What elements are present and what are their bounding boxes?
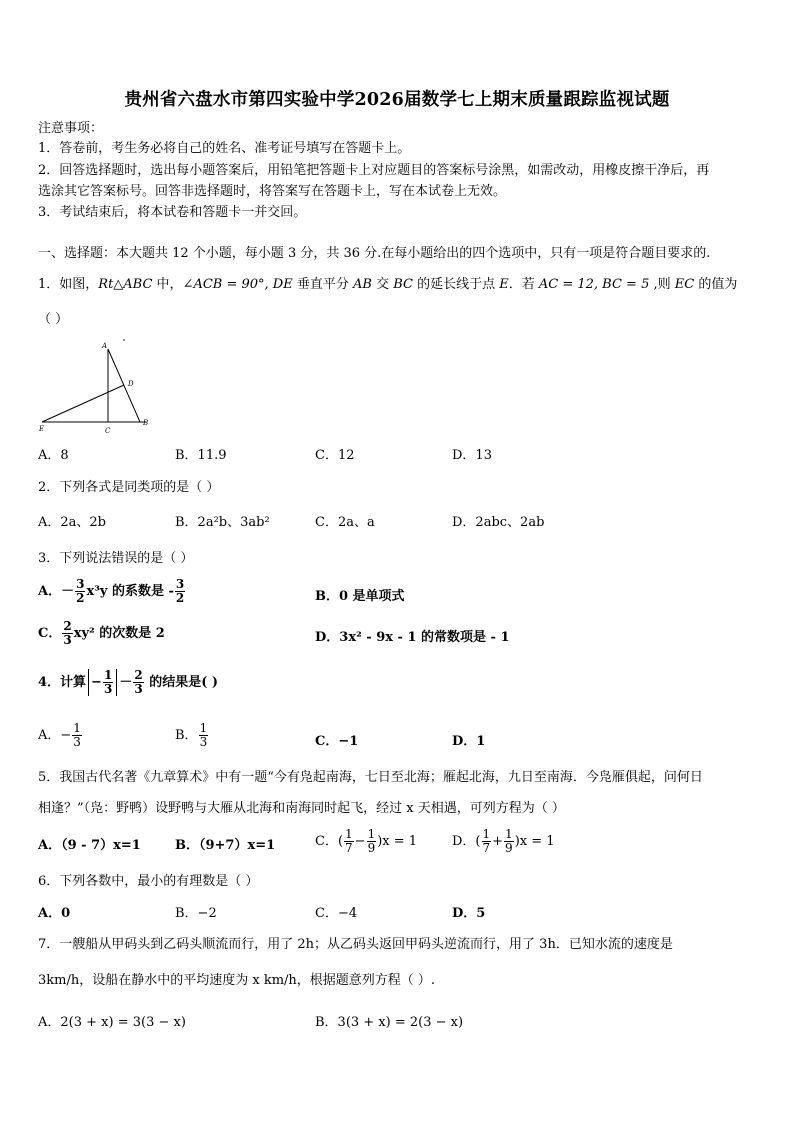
label-d: D <box>128 380 134 388</box>
q2-option-b: B．2a²b、3ab² <box>175 515 270 530</box>
section-heading: 一、选择题：本大题共 12 个小题，每小题 3 分，共 36 分.在每小题给出的四个选项中，只有一项是符合题目要求的. <box>38 246 711 261</box>
notice-heading: 注意事项： <box>38 121 104 136</box>
question-3-stem: 3．下列说法错误的是（ ） <box>38 551 194 566</box>
q5-option-a: A．（9 - 7）x=1 <box>38 838 141 853</box>
q6-option-c: C．−4 <box>315 906 358 921</box>
q3-option-a: A．－ $\frac{3}{2}$ x³y 的系数是 - $\frac{3}{2}$ <box>38 577 185 605</box>
q6-option-b: B．−2 <box>175 906 217 921</box>
q4-option-b: B． $\frac{1}{3}$ <box>175 721 208 749</box>
q7-option-a: A．2(3 + x) = 3(3 − x) <box>38 1015 186 1030</box>
notice-item-2: 2．回答选择题时，选出每小题答案后，用铅笔把答题卡上对应题目的答案标号涂黑，如需改动，用橡皮擦干净后，再 <box>38 163 710 178</box>
question-4-stem: 4．计算 − $\frac{1}{3}$ － $\frac{2}{3}$ 的结果是( ) <box>38 668 219 696</box>
q1-option-c: C．12 <box>315 448 355 463</box>
question-7-line1: 7．一艘船从甲码头到乙码头顺流而行，用了 2h；从乙码头返回甲码头逆流而行，用了 3h．已知水流的速度是 <box>38 937 673 952</box>
label-a: A <box>102 342 108 350</box>
q4-option-a: A．− $\frac{1}{3}$ <box>38 721 81 749</box>
question-5-line1: 5．我国古代名著《九章算术》中有一题“今有凫起南海，七日至北海；雁起北海，九日至南海．今凫雁俱起，问何日 <box>38 770 703 785</box>
question-7-line2: 3km/h，设船在静水中的平均速度为 x km/h，根据题意列方程（ ）. <box>38 973 436 988</box>
q5-option-c: C．( $\frac{1}{7}$ − $\frac{1}{9}$ )x = 1 <box>315 827 418 855</box>
q4-option-d: D．1 <box>452 734 486 749</box>
q1-option-d: D．13 <box>452 448 492 463</box>
question-2-stem: 2．下列各式是同类项的是（ ） <box>38 480 220 495</box>
notice-item-2-cont: 选涂其它答案标号。回答非选择题时，将答案写在答题卡上，写在本试卷上无效。 <box>38 184 507 199</box>
q6-option-a: A．0 <box>38 906 71 921</box>
q1-option-b: B．11.9 <box>175 448 227 463</box>
notice-item-3: 3．考试结束后，将本试卷和答题卡一并交回。 <box>38 205 307 220</box>
notice-item-1: 1．答卷前，考生务必将自己的姓名、准考证号填写在答题卡上。 <box>38 141 411 156</box>
label-b: B <box>143 419 149 427</box>
q3-option-c: C． $\frac{2}{3}$ xy² 的次数是 2 <box>38 619 165 647</box>
question-1-stem: 1．如图，Rt△ABC 中，∠ACB = 90°, DE 垂直平分 AB 交 BC 的延长线于点 E．若 AC = 12, BC = 5 ,则 EC 的值为 <box>38 277 738 292</box>
q5-option-b: B．（9+7）x=1 <box>175 838 276 853</box>
q2-option-a: A．2a、2b <box>38 515 107 530</box>
q4-option-c: C．−1 <box>315 734 359 749</box>
exam-title: 贵州省六盘水市第四实验中学2026届数学七上期末质量跟踪监视试题 <box>124 90 670 110</box>
q1-option-a: A．8 <box>38 448 69 463</box>
q3-option-b: B．0 是单项式 <box>315 589 405 604</box>
q2-option-d: D．2abc、2ab <box>452 515 545 530</box>
q6-option-d: D．5 <box>452 906 486 921</box>
triangle-figure <box>36 338 156 436</box>
question-6-stem: 6．下列各数中，最小的有理数是（ ） <box>38 874 259 889</box>
q2-option-c: C．2a、a <box>315 515 375 530</box>
question-5-line2: 相逢？”（凫：野鸭）设野鸭与大雁从北海和南海同时起飞，经过 x 天相遇，可列方程为（ ） <box>38 801 565 816</box>
label-c: C <box>105 427 111 435</box>
q7-option-b: B．3(3 + x) = 2(3 − x) <box>315 1015 464 1030</box>
label-e: E <box>39 425 45 433</box>
q3-option-d: D．3x² - 9x - 1 的常数项是 - 1 <box>315 630 510 645</box>
q5-option-d: D．( $\frac{1}{7}$ + $\frac{1}{9}$ )x = 1 <box>452 827 555 855</box>
question-1-paren: （ ） <box>38 312 69 327</box>
